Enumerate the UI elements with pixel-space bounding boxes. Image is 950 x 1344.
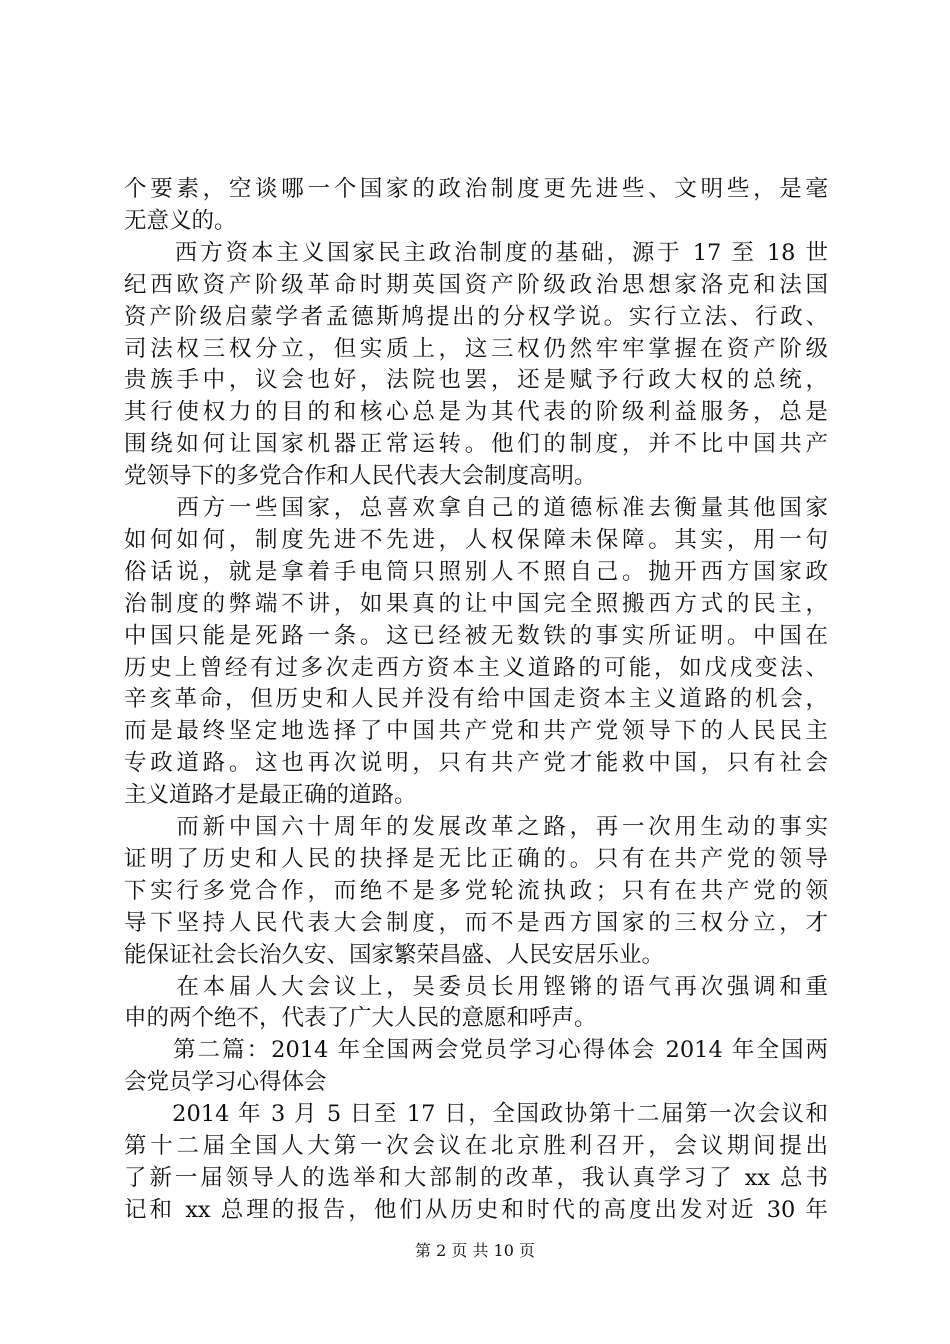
text-line: 历史上曾经有过多次走西方资本主义道路的可能，如戊戌变法、 xyxy=(124,655,828,681)
text-line: 2014 年 3 月 5 日至 17 日，全国政协第十二届第一次会议和 xyxy=(124,1101,828,1127)
text-line: 专政道路。这也再次说明，只有共产党才能救中国，只有社会 xyxy=(124,750,828,776)
text-line: 下实行多党合作，而绝不是多党轮流执政；只有在共产党的领 xyxy=(124,878,828,904)
text-line: 无意义的。 xyxy=(124,208,237,234)
text-line: 围绕如何让国家机器正常运转。他们的制度，并不比中国共产 xyxy=(124,431,828,457)
text-line: 在本届人大会议上，吴委员长用铿锵的语气再次强调和重 xyxy=(124,974,828,1000)
text-line: 资产阶级启蒙学者孟德斯鸠提出的分权学说。实行立法、行政、 xyxy=(124,304,828,330)
text-line: 俗话说，就是拿着手电筒只照别人不照自己。抛开西方国家政 xyxy=(124,559,828,585)
text-line: 第十二届全国人大第一次会议在北京胜利召开，会议期间提出 xyxy=(124,1133,828,1159)
text-line: 其行使权力的目的和核心总是为其代表的阶级利益服务，总是 xyxy=(124,399,828,425)
text-line: 证明了历史和人民的抉择是无比正确的。只有在共产党的领导 xyxy=(124,846,828,872)
text-line: 而是最终坚定地选择了中国共产党和共产党领导下的人民民主 xyxy=(124,718,828,744)
text-line: 申的两个绝不，代表了广大人民的意愿和呼声。 xyxy=(124,1005,597,1031)
text-line: 贵族手中，议会也好，法院也罢，还是赋予行政大权的总统， xyxy=(124,367,828,393)
text-line: 司法权三权分立，但实质上，这三权仍然牢牢掌握在资产阶级 xyxy=(124,336,828,362)
text-line: 辛亥革命，但历史和人民并没有给中国走资本主义道路的机会， xyxy=(124,686,828,712)
text-line: 记和 xx 总理的报告，他们从历史和时代的高度出发对近 30 年 xyxy=(124,1197,828,1223)
text-line: 纪西欧资产阶级革命时期英国资产阶级政治思想家洛克和法国 xyxy=(124,272,828,298)
text-line: 中国只能是死路一条。这已经被无数铁的事实所证明。中国在 xyxy=(124,623,828,649)
text-line: 党领导下的多党合作和人民代表大会制度高明。 xyxy=(124,463,597,489)
page-footer: 第 2 页 共 10 页 xyxy=(415,1241,535,1260)
text-line: 会党员学习心得体会 xyxy=(124,1069,327,1095)
text-line: 治制度的弊端不讲，如果真的让中国完全照搬西方式的民主， xyxy=(124,591,828,617)
text-line: 西方一些国家，总喜欢拿自己的道德标准去衡量其他国家 xyxy=(124,495,828,521)
text-line: 如何如何，制度先进不先进，人权保障未保障。其实，用一句 xyxy=(124,527,828,553)
text-line: 了新一届领导人的选举和大部制的改革，我认真学习了 xx 总书 xyxy=(124,1165,828,1191)
text-line: 而新中国六十周年的发展改革之路，再一次用生动的事实 xyxy=(124,814,828,840)
text-line: 西方资本主义国家民主政治制度的基础，源于 17 至 18 世 xyxy=(124,240,828,266)
text-line: 导下坚持人民代表大会制度，而不是西方国家的三权分立，才 xyxy=(124,910,828,936)
text-line: 第二篇：2014 年全国两会党员学习心得体会 2014 年全国两 xyxy=(124,1037,828,1063)
text-line: 能保证社会长治久安、国家繁荣昌盛、人民安居乐业。 xyxy=(124,942,665,968)
text-line: 个要素，空谈哪一个国家的政治制度更先进些、文明些，是毫 xyxy=(124,176,828,202)
text-line: 主义道路才是最正确的道路。 xyxy=(124,782,417,808)
